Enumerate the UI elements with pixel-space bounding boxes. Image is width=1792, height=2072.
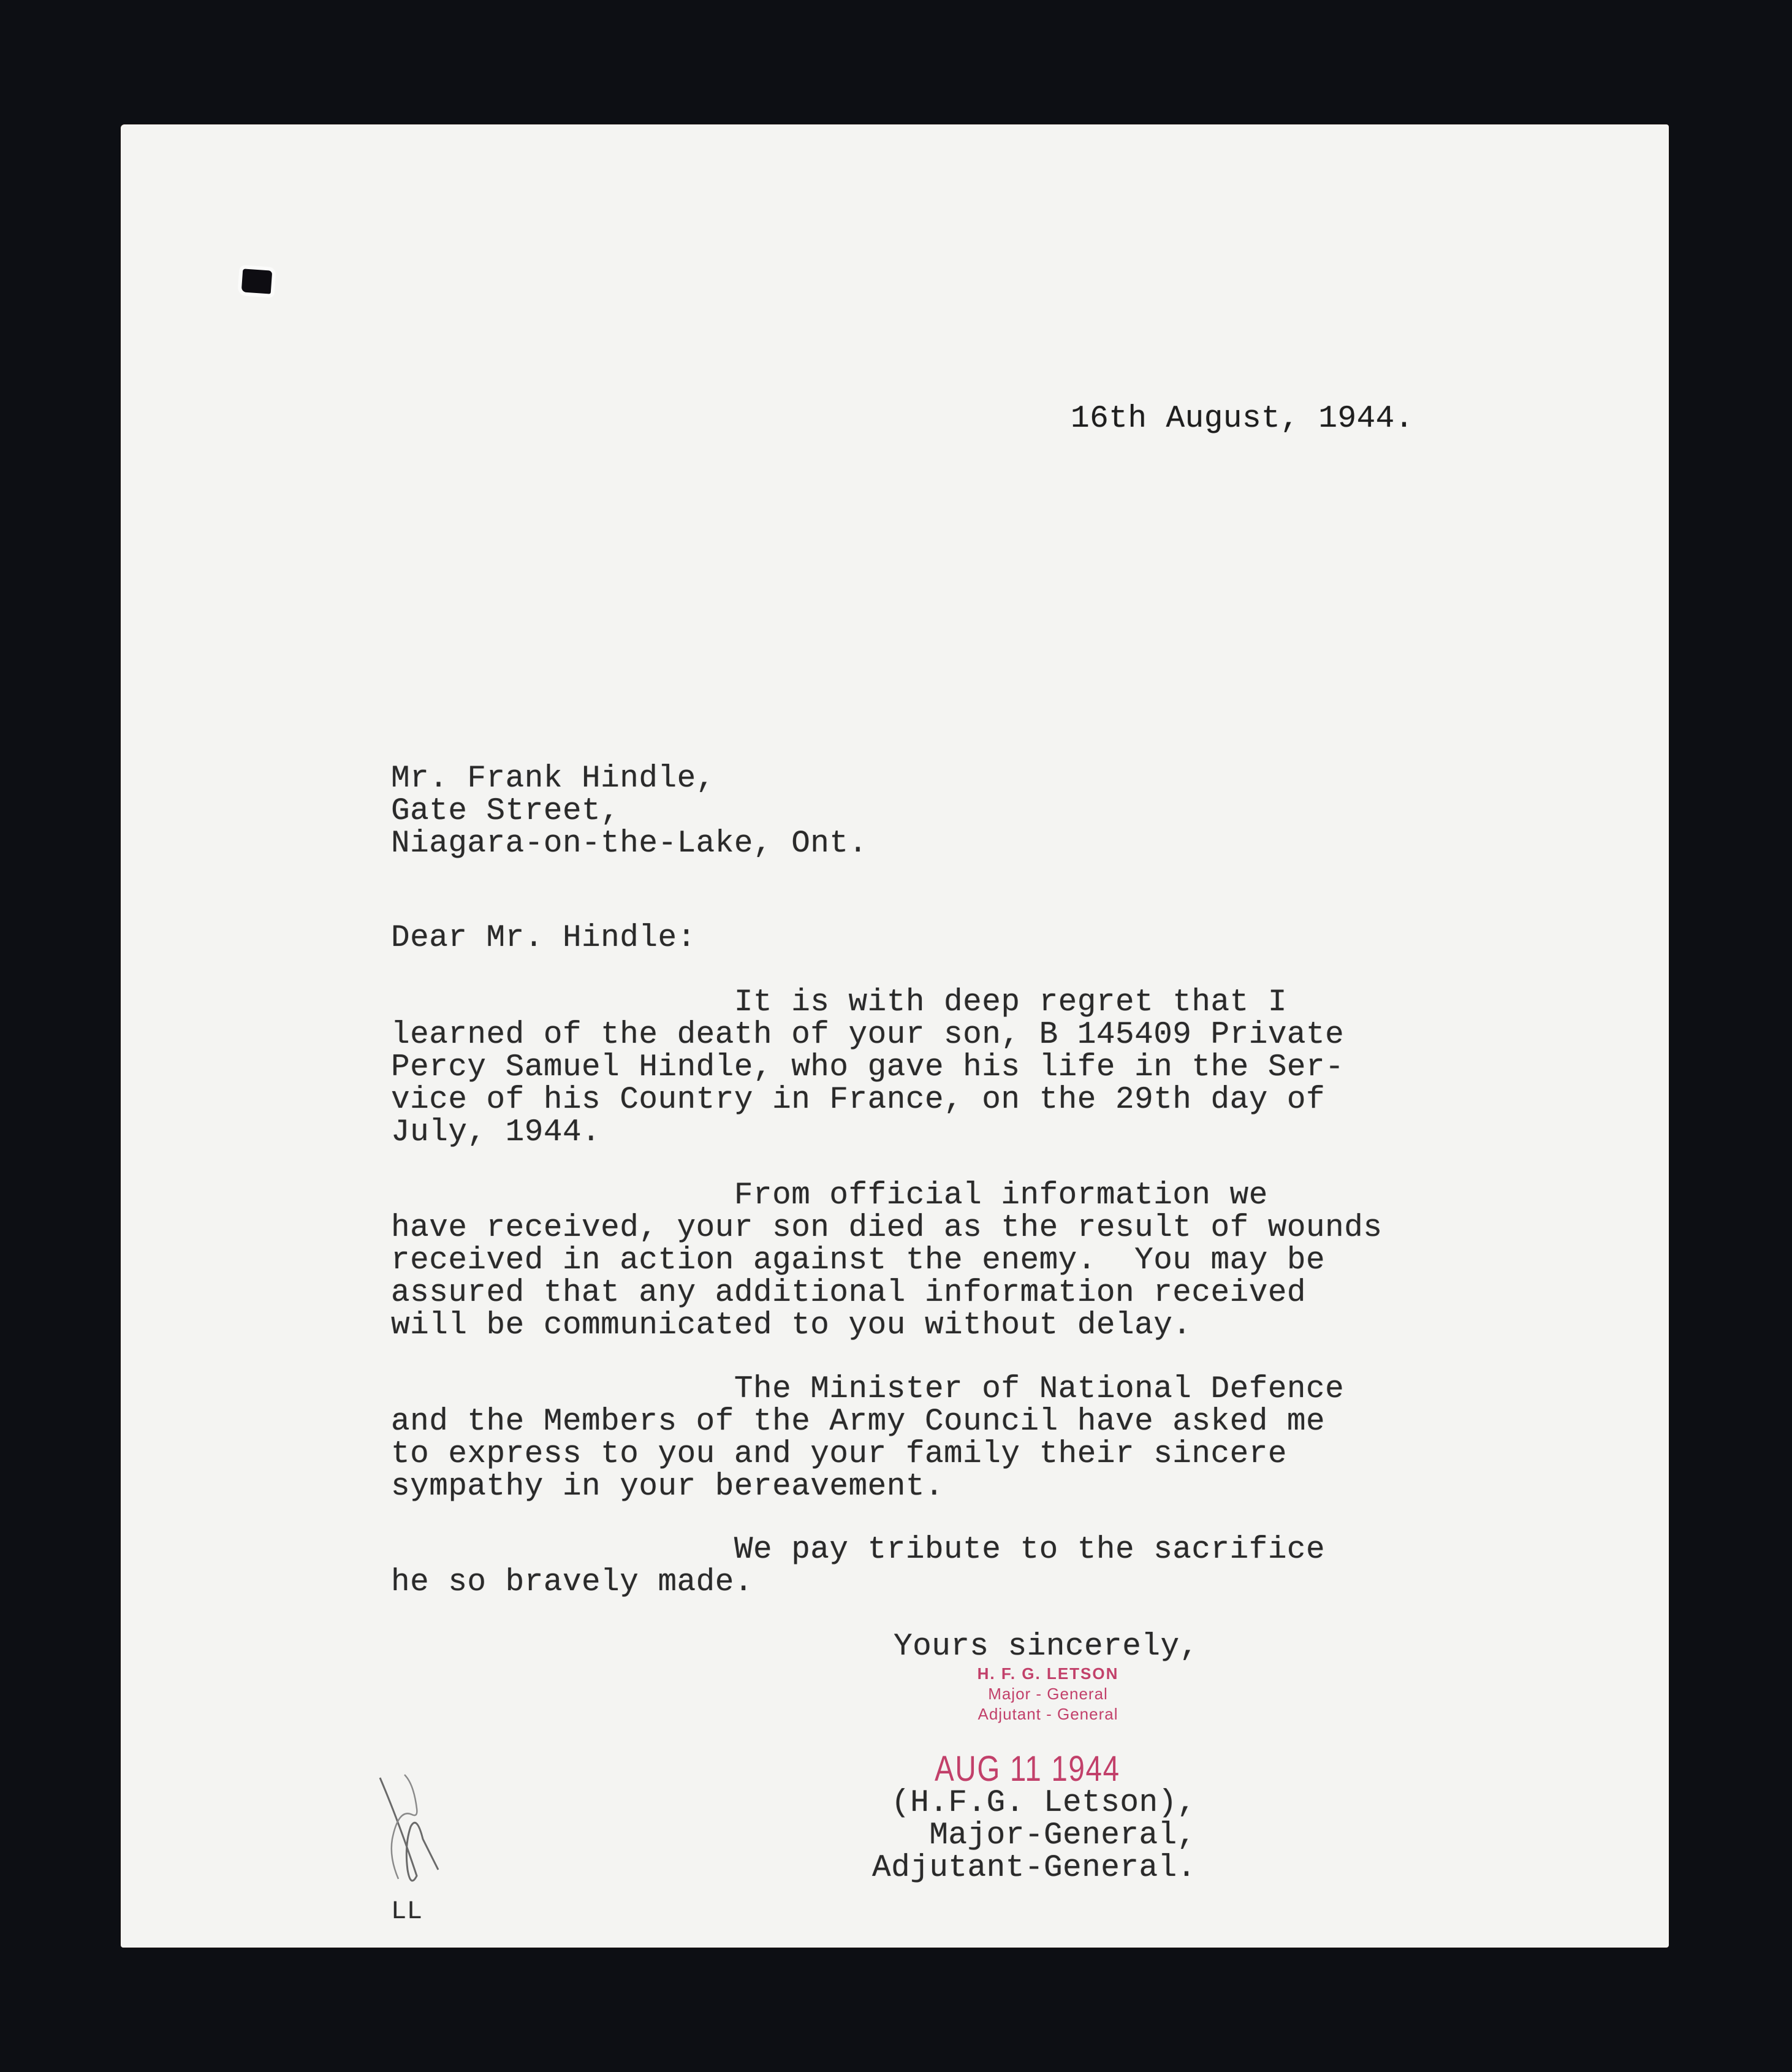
paragraph-line: Percy Samuel Hindle, who gave his life in the Ser- [391,1050,1345,1085]
recipient-name: Mr. Frank Hindle, [391,761,715,796]
stamp-name: H. F. G. LETSON [977,1664,1119,1683]
salutation: Dear Mr. Hindle: [391,921,696,956]
typed-rank: Major-General, [929,1818,1196,1853]
paragraph-4 [391,1534,1325,1599]
typed-signature [872,1787,1196,1884]
recipient-street: Gate Street, [391,794,620,829]
date-stamp: AUG 11 1944 [935,1749,1120,1789]
handwritten-initials-icon [374,1772,454,1888]
letter-date: 16th August, 1944. [1071,402,1414,436]
stamp-title: Adjutant - General [978,1705,1118,1723]
stamp-rank: Major - General [988,1685,1108,1703]
paragraph-line: sympathy in your bereavement. [391,1469,944,1504]
paragraph-line: learned of the death of your son, B 145409 Private [391,1018,1345,1053]
paragraph-line: We pay tribute to the sacrifice [391,1533,1326,1567]
paragraph-line: will be communicated to you without delay. [391,1308,1192,1343]
punch-hole [241,269,273,294]
paragraph-line: From official information we [391,1178,1268,1213]
paragraph-3 [391,1373,1344,1503]
paragraph-line: received in action against the enemy. You may be [391,1243,1326,1278]
paragraph-line: The Minister of National Defence [391,1372,1345,1407]
paragraph-line: he so bravely made. [391,1565,753,1600]
recipient-city: Niagara-on-the-Lake, Ont. [391,826,868,861]
typist-initials: LL [391,1897,423,1926]
paragraph-line: vice of his Country in France, on the 29th day of [391,1083,1326,1118]
signature-stamp [956,1664,1140,1724]
paragraph-1 [391,986,1344,1149]
paragraph-2 [391,1179,1382,1342]
typed-title: Adjutant-General. [872,1851,1196,1886]
recipient-address [391,763,868,860]
paragraph-line: to express to you and your family their sincere [391,1437,1287,1472]
paragraph-line: and the Members of the Army Council have asked me [391,1404,1326,1439]
paragraph-line: have received, your son died as the result of wounds [391,1211,1383,1246]
closing: Yours sincerely, [894,1629,1199,1664]
paragraph-line: July, 1944. [391,1115,601,1150]
typed-name: (H.F.G. Letson), [891,1786,1196,1821]
paragraph-line: It is with deep regret that I [391,985,1287,1020]
paragraph-line: assured that any additional information received [391,1276,1307,1311]
